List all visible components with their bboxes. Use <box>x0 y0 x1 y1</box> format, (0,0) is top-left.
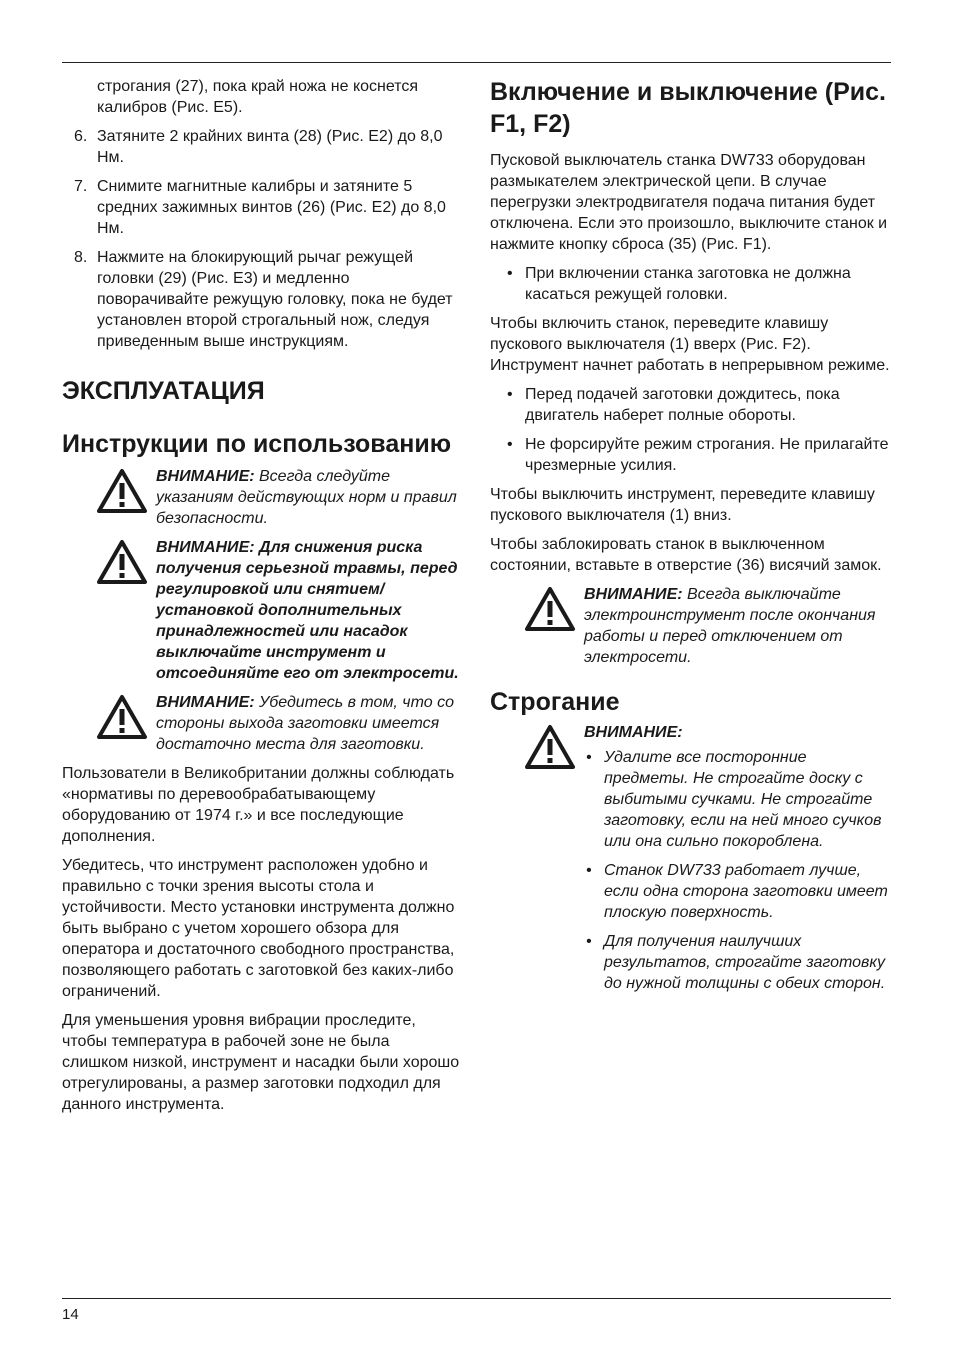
warning-triangle-icon <box>524 586 576 632</box>
subsection-title: Инструкции по использованию <box>62 430 452 458</box>
section-title: ЭКСПЛУАТАЦИЯ <box>62 377 265 405</box>
warning-text: ВНИМАНИЕ: Убедитесь в том, что со стороны выхода заготовки имеется достаточно места для заготовки. <box>156 694 454 753</box>
section-heading-switch: Включение и выключение (Рис. F1, F2) <box>490 78 886 138</box>
list-item: 8. Нажмите на блокирующий рычаг режущей головки (29) (Рис. E3) и медленно поворачивайте режущую головку, пока не будет установлен второй строгальный нож, следуя приведенным выше инструкциям. <box>74 249 453 350</box>
paragraph: Чтобы заблокировать станок в выключенном состоянии, вставьте в отверстие (36) висячий замок. <box>490 536 882 574</box>
section-heading-planing: Строгание <box>490 688 620 716</box>
list-item: • Для получения наилучших результатов, строгайте заготовку до нужной толщины с обеих сторон. <box>586 933 886 992</box>
list-item: • Перед подачей заготовки дождитесь, пока двигатель наберет полные обороты. <box>507 386 840 424</box>
list-item: • Не форсируйте режим строгания. Не прилагайте чрезмерные усилия. <box>507 436 889 474</box>
list-item: 7. Снимите магнитные калибры и затяните 5 средних зажимных винтов (26) (Рис. E2) до 8,0 Нм. <box>74 178 446 237</box>
paragraph: Пользователи в Великобритании должны соблюдать «нормативы по деревообрабатывающему оборудованию от 1974 г.» и все последующие дополнения. <box>62 765 455 845</box>
warning-block <box>62 692 460 755</box>
list-item: • При включении станка заготовка не должна касаться режущей головки. <box>507 265 851 303</box>
warning-block <box>490 722 891 994</box>
warning-triangle-icon <box>96 694 148 740</box>
warning-text: ВНИМАНИЕ: Для снижения риска получения серьезной травмы, перед регулировкой или снятием/установкой дополнительных принадлежностей или насадок выключайте инструмент и отсоединяйте его от электросети. <box>156 539 459 682</box>
warning-triangle-icon <box>524 724 576 770</box>
list-item: • Станок DW733 работает лучше, если одна сторона заготовки имеет плоскую поверхность. <box>586 862 888 921</box>
step-continuation: строгания (27), пока край ножа не коснется калибров (Рис. E5). <box>97 78 419 116</box>
steps-list <box>62 126 460 352</box>
paragraph: Убедитесь, что инструмент расположен удобно и правильно с точки зрения высоты стола и устойчивости. Место установки инструмента должно быть выбрано с учетом хорошего обзора для оператора и достаточного свободного пространства, позволяющего работать с заготовкой без каких-либо ограничений. <box>62 857 455 1000</box>
list-item: • Удалите все посторонние предметы. Не строгайте доску с выбитыми сучками. Не строгайте заготовку, если на ней много сучков или она сильно покороблена. <box>586 749 882 850</box>
right-column <box>490 76 891 1002</box>
page-number: 14 <box>62 1306 79 1323</box>
paragraph: Чтобы выключить инструмент, переведите клавишу пускового выключателя (1) вниз. <box>490 486 875 524</box>
paragraph: Пусковой выключатель станка DW733 оборудован размыкателем электрической цепи. В случае перегрузки электродвигателя подача питания будет отключена. Если это произошло, выключите станок и нажмите кнопку сброса (35) (Рис. F1). <box>490 152 888 253</box>
warning-block <box>490 584 891 668</box>
warning-triangle-icon <box>96 468 148 514</box>
paragraph: Для уменьшения уровня вибрации проследите, чтобы температура в рабочей зоне не была слишком низкой, инструмент и насадки были хорошо отрегулированы, а размер заготовки подходил для данного инструмента. <box>62 1012 460 1113</box>
paragraph: Чтобы включить станок, переведите клавишу пускового выключателя (1) вверх (Рис. F2). Инструмент начнет работать в непрерывном режиме. <box>490 315 890 374</box>
bullet-list <box>490 263 891 305</box>
warning-block <box>62 537 460 684</box>
list-item: 6. Затяните 2 крайних винта (28) (Рис. E2) до 8,0 Нм. <box>74 128 443 166</box>
warning-triangle-icon <box>96 539 148 585</box>
warning-text: ВНИМАНИЕ: Всегда следуйте указаниям действующих норм и правил безопасности. <box>156 468 457 527</box>
left-column <box>62 76 460 1123</box>
bullet-list <box>490 384 891 476</box>
warning-bullet-list <box>584 747 891 994</box>
warning-block <box>62 466 460 529</box>
bottom-rule <box>62 1298 891 1299</box>
top-rule <box>62 62 891 63</box>
warning-text: ВНИМАНИЕ: Всегда выключайте электроинструмент после окончания работы и перед отключением от электросети. <box>584 586 876 666</box>
warning-text: ВНИМАНИЕ: • Удалите все посторонние предметы. Не строгайте доску с выбитыми сучками. Не строгайте заготовку, если на ней много сучков или она сильно покороблена. • Станок DW733 работает лучше, если одна сторона заготовки имеет плоскую поверхность. • Для получения наилучших результатов, строгайте заготовку до нужной толщины с обеих сторон. <box>584 722 891 994</box>
